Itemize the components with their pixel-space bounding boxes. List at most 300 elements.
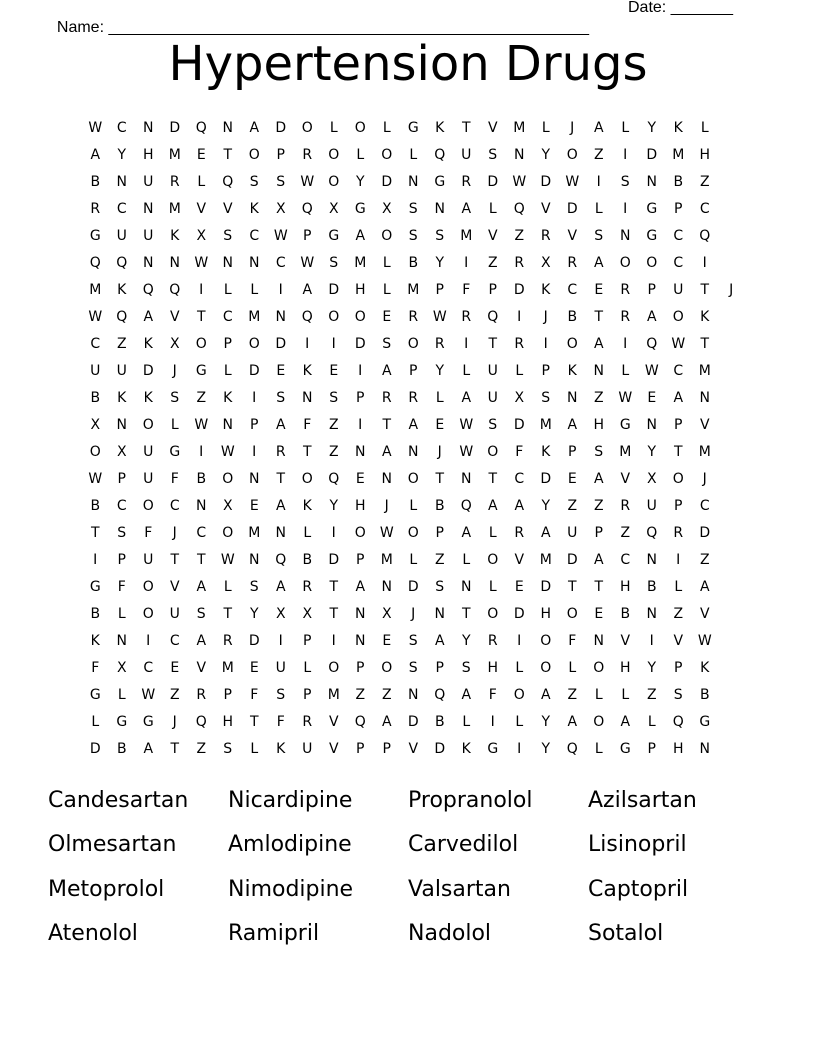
grid-letter: C [90,335,101,352]
grid-letter: S [673,686,683,703]
grid-letter: U [143,173,154,190]
grid-letter: Y [249,605,259,622]
grid-letter: V [699,416,710,433]
grid-letter: U [673,281,684,298]
grid-letter: D [513,605,525,622]
grid-letter: I [305,335,310,352]
grid-letter: M [619,443,632,460]
grid-letter: D [540,578,552,595]
grid-letter: L [462,551,471,568]
grid-row [82,168,745,195]
grid-letter: O [407,470,419,487]
grid-letter: A [593,335,604,352]
grid-letter: I [623,200,628,217]
grid-letter: W [565,173,580,190]
grid-letter: Z [355,686,366,703]
grid-letter: O [328,146,340,163]
grid-letter: F [568,632,577,649]
grid-letter: B [90,497,101,514]
grid-letter: A [381,443,392,460]
grid-letter: E [355,470,365,487]
grid-letter: P [117,470,126,487]
grid-letter: Z [116,335,127,352]
grid-letter: N [593,362,604,379]
grid-letter: N [355,443,366,460]
grid-letter: S [461,659,471,676]
grid-letter: Y [355,173,365,190]
grid-row [82,357,745,384]
grid-row [82,465,745,492]
grid-letter: R [169,173,180,190]
grid-letter: I [517,740,522,757]
grid-letter: P [488,281,497,298]
grid-letter: I [702,254,707,271]
grid-letter: N [408,443,419,460]
grid-letter: A [461,389,472,406]
grid-letter: P [276,146,285,163]
grid-letter: S [594,443,604,460]
grid-letter: O [142,497,154,514]
grid-letter: Q [275,551,287,568]
grid-letter: E [382,308,392,325]
grid-letter: I [278,632,283,649]
grid-letter: M [672,146,685,163]
grid-letter: T [223,605,233,622]
grid-letter: P [435,281,444,298]
grid-letter: C [116,497,127,514]
grid-letter: L [594,740,603,757]
grid-letter: R [275,443,286,460]
grid-letter: R [620,281,631,298]
grid-letter: L [223,362,232,379]
grid-letter: K [567,362,577,379]
grid-letter: N [116,416,127,433]
grid-letter: N [116,632,127,649]
grid-letter: V [514,551,525,568]
grid-letter: B [699,686,710,703]
grid-row [82,681,745,708]
grid-letter: A [620,713,631,730]
grid-letter: I [464,335,469,352]
grid-letter: A [673,389,684,406]
header [48,0,748,36]
grid-letter: I [517,308,522,325]
grid-row [82,735,745,762]
grid-letter: A [461,686,472,703]
grid-letter: O [89,443,101,460]
grid-letter: G [699,713,711,730]
grid-letter: T [435,470,445,487]
grid-letter: R [620,497,631,514]
grid-letter: E [594,605,604,622]
grid-letter: N [249,551,260,568]
grid-letter: T [594,578,604,595]
grid-letter: A [143,308,154,325]
grid-letter: L [515,362,524,379]
grid-letter: R [673,524,684,541]
grid-letter: A [593,119,604,136]
grid-letter: N [222,119,233,136]
grid-letter: X [540,254,551,271]
grid-letter: X [381,200,392,217]
grid-letter: U [461,146,472,163]
grid-letter: O [487,443,499,460]
grid-letter: Z [673,605,684,622]
word-bank-item: Metoprolol [48,876,165,902]
word-bank-item: Olmesartan [48,832,177,858]
grid-letter: N [593,632,604,649]
grid-letter: Q [487,308,499,325]
grid-letter: I [331,524,336,541]
grid-letter: C [673,362,684,379]
grid-row [82,573,745,600]
grid-letter: B [620,605,631,622]
word-search-grid [82,114,745,762]
grid-letter: V [328,740,339,757]
grid-letter: A [461,524,472,541]
grid-letter: Z [381,686,392,703]
grid-letter: W [220,551,235,568]
grid-letter: O [672,308,684,325]
grid-letter: P [674,497,683,514]
grid-letter: A [540,524,551,541]
grid-letter: U [169,605,180,622]
grid-letter: N [355,605,366,622]
grid-letter: A [196,632,207,649]
grid-letter: I [252,443,257,460]
grid-letter: T [488,470,498,487]
word-bank-item: Nadolol [408,921,492,947]
grid-letter: L [488,200,497,217]
grid-letter: M [539,416,552,433]
grid-letter: L [488,578,497,595]
grid-letter: P [356,740,365,757]
grid-letter: J [543,308,548,325]
grid-letter: S [408,200,418,217]
grid-letter: I [623,335,628,352]
grid-letter: A [567,713,578,730]
grid-letter: B [646,578,657,595]
grid-letter: Q [646,335,658,352]
grid-letter: I [252,389,257,406]
grid-letter: W [194,254,209,271]
grid-letter: S [408,632,418,649]
grid-letter: Q [142,281,154,298]
grid-letter: S [276,173,286,190]
grid-letter: R [514,524,525,541]
name-field-label: Name: ______________________________________________________ [56,19,589,36]
grid-letter: P [568,443,577,460]
grid-letter: D [540,173,552,190]
grid-letter: M [698,362,711,379]
grid-letter: C [116,200,127,217]
grid-letter: F [276,713,285,730]
grid-letter: Z [196,389,207,406]
grid-letter: A [646,308,657,325]
grid-letter: R [514,335,525,352]
grid-letter: G [142,713,154,730]
grid-letter: C [699,497,710,514]
grid-letter: L [250,281,259,298]
grid-letter: L [117,605,126,622]
grid-letter: M [89,281,102,298]
grid-letter: L [170,416,179,433]
grid-letter: J [172,362,177,379]
grid-letter: A [567,416,578,433]
grid-letter: W [300,173,315,190]
grid-letter: Q [116,254,128,271]
grid-letter: P [541,362,550,379]
grid-row [82,249,745,276]
grid-letter: E [249,659,259,676]
grid-letter: J [729,281,734,298]
grid-row [82,384,745,411]
grid-letter: R [302,578,313,595]
grid-letter: A [355,227,366,244]
grid-letter: V [196,659,207,676]
grid-letter: F [250,686,259,703]
grid-letter: Q [434,146,446,163]
grid-letter: P [435,524,444,541]
grid-letter: Z [328,416,339,433]
grid-letter: D [328,551,340,568]
grid-letter: Z [699,173,710,190]
grid-letter: I [623,146,628,163]
grid-letter: O [328,659,340,676]
grid-letter: O [619,254,631,271]
grid-letter: H [487,659,499,676]
grid-letter: Q [646,524,658,541]
grid-letter: U [567,524,578,541]
grid-letter: W [220,443,235,460]
grid-letter: K [249,200,259,217]
grid-row [82,600,745,627]
grid-letter: N [699,389,710,406]
grid-letter: N [381,470,392,487]
grid-letter: A [90,146,101,163]
grid-letter: W [459,416,474,433]
grid-letter: O [142,578,154,595]
grid-letter: N [646,416,657,433]
grid-letter: S [488,146,498,163]
grid-letter: V [567,227,578,244]
grid-letter: P [117,551,126,568]
grid-letter: L [621,686,630,703]
grid-letter: I [464,254,469,271]
grid-letter: Q [195,119,207,136]
grid-letter: Q [89,254,101,271]
grid-letter: S [249,578,259,595]
grid-letter: T [594,308,604,325]
grid-letter: S [276,389,286,406]
grid-letter: W [512,173,527,190]
grid-letter: G [619,416,631,433]
grid-letter: J [411,605,416,622]
grid-letter: O [672,470,684,487]
grid-letter: J [384,497,389,514]
grid-letter: P [356,389,365,406]
grid-letter: Q [169,281,181,298]
grid-letter: R [514,254,525,271]
grid-letter: D [487,173,499,190]
grid-letter: U [646,497,657,514]
grid-letter: K [117,281,127,298]
grid-letter: P [223,686,232,703]
grid-letter: N [699,740,710,757]
grid-letter: G [407,119,419,136]
grid-letter: O [142,416,154,433]
grid-letter: K [435,119,445,136]
word-bank-item: Nicardipine [228,787,353,813]
grid-letter: P [435,659,444,676]
grid-letter: D [275,335,287,352]
date-field-label: Date: _______ [628,0,733,16]
grid-letter: I [199,443,204,460]
word-bank-item: Lisinopril [588,832,687,858]
grid-letter: B [90,173,101,190]
grid-letter: I [146,632,151,649]
grid-letter: H [540,605,552,622]
grid-letter: B [434,497,445,514]
grid-letter: L [594,200,603,217]
grid-letter: V [620,632,631,649]
grid-letter: Q [434,686,446,703]
grid-letter: O [487,605,499,622]
grid-letter: C [196,524,207,541]
grid-letter: K [170,227,180,244]
grid-letter: J [172,713,177,730]
grid-row [82,303,745,330]
grid-letter: R [196,686,207,703]
grid-letter: Y [541,497,551,514]
grid-letter: S [408,227,418,244]
grid-letter: T [329,605,339,622]
grid-letter: F [303,416,312,433]
grid-letter: I [543,335,548,352]
grid-letter: G [646,227,658,244]
grid-letter: H [619,659,631,676]
grid-letter: V [169,578,180,595]
grid-letter: E [647,389,657,406]
grid-letter: H [354,281,366,298]
grid-letter: U [275,659,286,676]
grid-letter: Q [222,173,234,190]
grid-letter: O [381,659,393,676]
grid-letter: O [301,119,313,136]
grid-letter: Y [647,443,657,460]
grid-letter: O [354,308,366,325]
grid-letter: C [169,497,180,514]
grid-letter: G [328,227,340,244]
grid-letter: Y [435,254,445,271]
grid-letter: G [169,443,181,460]
grid-letter: Z [646,686,657,703]
grid-letter: L [382,281,391,298]
grid-letter: S [594,227,604,244]
grid-letter: X [275,605,286,622]
grid-letter: R [461,308,472,325]
grid-letter: L [409,497,418,514]
grid-letter: Q [354,713,366,730]
grid-letter: R [567,254,578,271]
grid-letter: Y [647,659,657,676]
grid-letter: T [329,578,339,595]
grid-letter: P [409,362,418,379]
grid-letter: U [143,443,154,460]
grid-letter: Y [541,740,551,757]
grid-letter: P [382,740,391,757]
grid-letter: Y [461,632,471,649]
word-bank-item: Atenolol [48,921,138,947]
grid-letter: P [303,632,312,649]
grid-row [82,141,745,168]
grid-letter: O [142,605,154,622]
grid-letter: Z [169,686,180,703]
grid-letter: M [380,551,393,568]
grid-letter: S [435,227,445,244]
grid-letter: D [513,281,525,298]
grid-letter: S [276,686,286,703]
grid-letter: L [303,659,312,676]
grid-letter: N [434,605,445,622]
grid-letter: N [116,173,127,190]
grid-letter: D [407,578,419,595]
grid-letter: Q [116,308,128,325]
grid-letter: O [566,146,578,163]
grid-row [82,492,745,519]
grid-letter: U [116,227,127,244]
grid-letter: D [566,551,578,568]
grid-letter: L [435,389,444,406]
grid-letter: X [90,416,101,433]
grid-letter: L [700,119,709,136]
grid-letter: R [302,713,313,730]
grid-letter: C [567,281,578,298]
grid-letter: H [142,146,154,163]
grid-letter: L [197,173,206,190]
grid-letter: A [275,416,286,433]
grid-letter: X [646,470,657,487]
word-bank-row [48,912,808,957]
grid-letter: V [328,713,339,730]
grid-letter: U [90,362,101,379]
grid-row [82,411,745,438]
grid-letter: G [89,578,101,595]
grid-letter: P [356,659,365,676]
grid-letter: P [250,416,259,433]
grid-letter: I [358,362,363,379]
grid-letter: N [514,146,525,163]
grid-letter: L [250,740,259,757]
grid-letter: N [249,254,260,271]
grid-letter: S [329,389,339,406]
grid-letter: K [276,740,286,757]
word-bank-item: Sotalol [588,921,664,947]
grid-letter: I [490,713,495,730]
grid-letter: P [594,524,603,541]
grid-row [82,627,745,654]
grid-letter: T [302,443,312,460]
grid-letter: O [566,335,578,352]
grid-letter: J [437,443,442,460]
grid-letter: L [541,119,550,136]
grid-letter: I [331,335,336,352]
grid-letter: D [89,740,101,757]
grid-letter: Z [593,146,604,163]
grid-letter: E [170,659,180,676]
grid-letter: H [619,578,631,595]
grid-letter: T [276,470,286,487]
